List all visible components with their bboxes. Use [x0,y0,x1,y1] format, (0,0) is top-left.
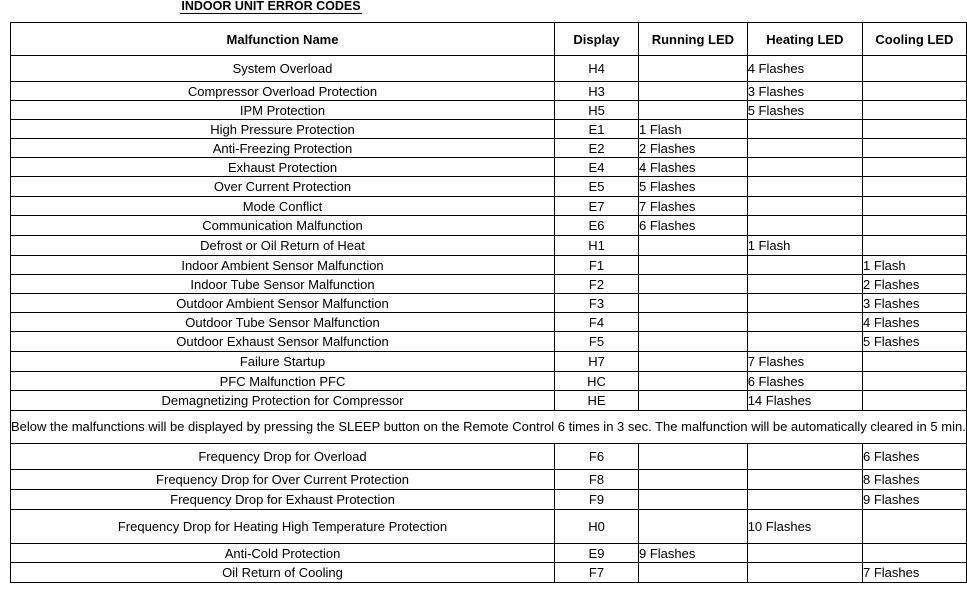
heating-led-cell [747,444,862,470]
header-cooling-led: Cooling LED [863,23,967,56]
table-row [11,101,967,120]
cooling-led-cell: 7 Flashes [863,563,967,583]
table-row [11,352,967,372]
header-heating-led: Heating LED [747,23,862,56]
table-row [11,510,967,544]
running-led-cell [639,510,748,544]
running-led-cell [639,372,748,391]
heating-led-cell [747,158,862,177]
heating-led-cell [747,139,862,158]
malfunction-name-cell: Oil Return of Cooling [11,563,555,583]
cooling-led-cell [863,352,967,372]
running-led-cell: 5 Flashes [639,177,748,197]
heating-led-cell [747,490,862,510]
running-led-cell [639,391,748,411]
malfunction-name-cell: Frequency Drop for Exhaust Protection [11,490,555,510]
display-code-cell: E9 [555,544,639,563]
running-led-cell [639,56,748,82]
running-led-cell: 2 Flashes [639,139,748,158]
malfunction-name-cell: Outdoor Tube Sensor Malfunction [11,313,555,332]
cooling-led-cell [863,372,967,391]
heating-led-cell: 6 Flashes [747,372,862,391]
cooling-led-cell [863,82,967,101]
cooling-led-cell [863,120,967,139]
display-code-cell: F2 [555,275,639,294]
page-title [0,0,542,14]
heating-led-cell [747,332,862,352]
heating-led-cell: 5 Flashes [747,101,862,120]
running-led-cell: 9 Flashes [639,544,748,563]
table-row [11,158,967,177]
cooling-led-cell: 2 Flashes [863,275,967,294]
display-code-cell: F6 [555,444,639,470]
cooling-led-cell [863,139,967,158]
malfunction-name-cell: Failure Startup [11,352,555,372]
running-led-cell [639,101,748,120]
table-row [11,563,967,583]
heating-led-cell [747,563,862,583]
running-led-cell: 7 Flashes [639,197,748,216]
table-row [11,294,967,313]
display-code-cell: E6 [555,216,639,236]
display-code-cell: F3 [555,294,639,313]
heating-led-cell: 7 Flashes [747,352,862,372]
table-body-sleep [11,444,967,583]
table-row [11,139,967,158]
header-row [11,23,967,56]
running-led-cell [639,444,748,470]
heating-led-cell [747,120,862,139]
running-led-cell [639,82,748,101]
cooling-led-cell [863,197,967,216]
display-code-cell: HE [555,391,639,411]
malfunction-name-cell: Communication Malfunction [11,216,555,236]
display-code-cell: H1 [555,236,639,256]
malfunction-name-cell: Outdoor Exhaust Sensor Malfunction [11,332,555,352]
heating-led-cell [747,275,862,294]
display-code-cell: E7 [555,197,639,216]
heating-led-cell [747,216,862,236]
running-led-cell [639,563,748,583]
table-row [11,256,967,275]
cooling-led-cell: 6 Flashes [863,444,967,470]
display-code-cell: E5 [555,177,639,197]
running-led-cell [639,332,748,352]
display-code-cell: H7 [555,352,639,372]
display-code-cell: HC [555,372,639,391]
page-title-text: INDOOR UNIT ERROR CODES [181,0,361,13]
table-row [11,177,967,197]
running-led-cell [639,352,748,372]
table-row [11,216,967,236]
cooling-led-cell [863,510,967,544]
running-led-cell [639,256,748,275]
table-row [11,236,967,256]
table-row [11,332,967,352]
running-led-cell: 6 Flashes [639,216,748,236]
cooling-led-cell [863,56,967,82]
malfunction-name-cell: Defrost or Oil Return of Heat [11,236,555,256]
display-code-cell: E2 [555,139,639,158]
table-body-main [11,56,967,411]
display-code-cell: F4 [555,313,639,332]
heating-led-cell: 3 Flashes [747,82,862,101]
malfunction-name-cell: Indoor Tube Sensor Malfunction [11,275,555,294]
header-running-led: Running LED [639,23,748,56]
malfunction-name-cell: Demagnetizing Protection for Compressor [11,391,555,411]
malfunction-name-cell: Frequency Drop for Heating High Temperature Protection [11,510,555,544]
heating-led-cell: 4 Flashes [747,56,862,82]
malfunction-name-cell: Frequency Drop for Overload [11,444,555,470]
header-malfunction-name: Malfunction Name [11,23,555,56]
heating-led-cell: 10 Flashes [747,510,862,544]
malfunction-name-cell: Compressor Overload Protection [11,82,555,101]
malfunction-name-cell: Mode Conflict [11,197,555,216]
malfunction-name-cell: Anti-Cold Protection [11,544,555,563]
running-led-cell [639,294,748,313]
note-text: Below the malfunctions will be displayed by pressing the SLEEP button on the Remote Control 6 times in 3 sec. The malfunction will be automatically cleared in 5 min. [11,411,967,444]
cooling-led-cell [863,158,967,177]
display-code-cell: F1 [555,256,639,275]
heating-led-cell: 1 Flash [747,236,862,256]
error-codes-table [10,22,967,583]
cooling-led-cell [863,544,967,563]
cooling-led-cell [863,236,967,256]
table-row [11,470,967,490]
table-row [11,391,967,411]
malfunction-name-cell: PFC Malfunction PFC [11,372,555,391]
cooling-led-cell [863,101,967,120]
running-led-cell [639,313,748,332]
table-row [11,444,967,470]
heating-led-cell [747,294,862,313]
malfunction-name-cell: Exhaust Protection [11,158,555,177]
running-led-cell [639,490,748,510]
table-row [11,56,967,82]
cooling-led-cell: 1 Flash [863,256,967,275]
heating-led-cell [747,313,862,332]
display-code-cell: H4 [555,56,639,82]
display-code-cell: F7 [555,563,639,583]
running-led-cell [639,275,748,294]
cooling-led-cell: 8 Flashes [863,470,967,490]
heating-led-cell [747,544,862,563]
heating-led-cell: 14 Flashes [747,391,862,411]
running-led-cell: 4 Flashes [639,158,748,177]
table-row [11,313,967,332]
heating-led-cell [747,470,862,490]
malfunction-name-cell: Outdoor Ambient Sensor Malfunction [11,294,555,313]
running-led-cell [639,236,748,256]
display-code-cell: E4 [555,158,639,177]
table-row [11,490,967,510]
display-code-cell: H5 [555,101,639,120]
malfunction-name-cell: Frequency Drop for Over Current Protection [11,470,555,490]
cooling-led-cell [863,216,967,236]
display-code-cell: F5 [555,332,639,352]
malfunction-name-cell: Indoor Ambient Sensor Malfunction [11,256,555,275]
table-row [11,197,967,216]
display-code-cell: H3 [555,82,639,101]
heating-led-cell [747,256,862,275]
table-row [11,82,967,101]
cooling-led-cell: 3 Flashes [863,294,967,313]
cooling-led-cell [863,391,967,411]
cooling-led-cell: 9 Flashes [863,490,967,510]
malfunction-name-cell: High Pressure Protection [11,120,555,139]
note-row [11,411,967,444]
header-display: Display [555,23,639,56]
table-row [11,544,967,563]
running-led-cell [639,470,748,490]
malfunction-name-cell: IPM Protection [11,101,555,120]
cooling-led-cell [863,177,967,197]
malfunction-name-cell: System Overload [11,56,555,82]
running-led-cell: 1 Flash [639,120,748,139]
table-body-note [11,411,967,444]
display-code-cell: H0 [555,510,639,544]
cooling-led-cell: 4 Flashes [863,313,967,332]
table-row [11,372,967,391]
heating-led-cell [747,177,862,197]
table-row [11,275,967,294]
display-code-cell: F9 [555,490,639,510]
table-row [11,120,967,139]
heating-led-cell [747,197,862,216]
cooling-led-cell: 5 Flashes [863,332,967,352]
display-code-cell: E1 [555,120,639,139]
malfunction-name-cell: Anti-Freezing Protection [11,139,555,158]
malfunction-name-cell: Over Current Protection [11,177,555,197]
display-code-cell: F8 [555,470,639,490]
